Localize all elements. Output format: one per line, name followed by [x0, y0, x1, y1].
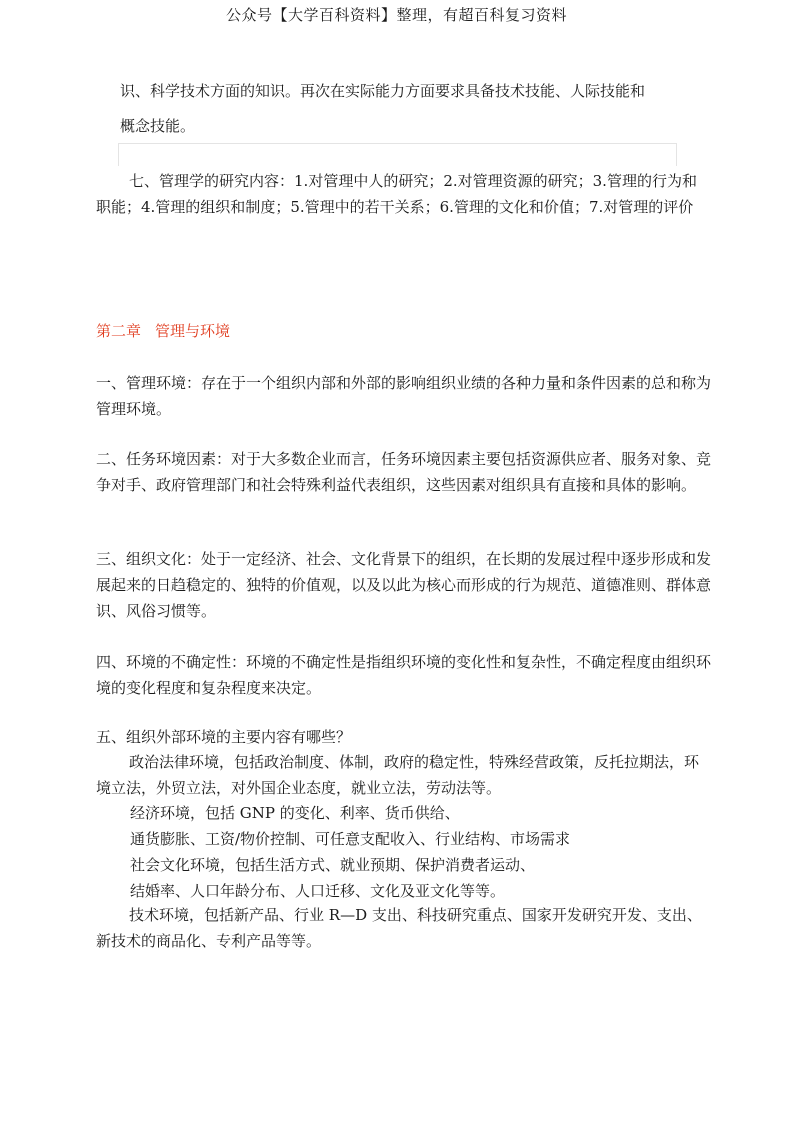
economic-environment-line-1: 经济环境，包括 GNP 的变化、利率、货币供给、 — [130, 804, 460, 822]
social-environment-line-1: 社会文化环境，包括生活方式、就业预期、保护消费者运动、 — [130, 856, 536, 874]
item-5-question: 五、组织外部环境的主要内容有哪些？ — [96, 728, 352, 746]
political-legal-environment: 政治法律环境，包括政治制度、体制，政府的稳定性，特殊经营政策，反托拉期法，环境立法，外贸立法，对外国企业态度，就业立法，劳动法等。 — [96, 753, 700, 797]
definition-environment-uncertainty: 四、环境的不确定性：环境的不确定性是指组织环境的变化性和复杂性，不确定程度由组织环境的变化程度和复杂程度来决定。 — [96, 653, 712, 697]
economic-environment-line-2: 通货膨胀、工资/物价控制、可任意支配收入、行业结构、市场需求 — [130, 830, 571, 848]
definition-task-environment: 二、任务环境因素：对于大多数企业而言，任务环境因素主要包括资源供应者、服务对象、竞争对手、政府管理部门和社会特殊利益代表组织，这些因素对组织具有直接和具体的影响。 — [96, 450, 712, 494]
intro-line-1: 识、科学技术方面的知识。再次在实际能力方面要求具备技术技能、人际技能和 — [120, 82, 646, 100]
page-header: 公众号【大学百科资料】整理，有超百科复习资料 — [225, 6, 567, 24]
social-environment-line-2: 结婚率、人口年龄分布、人口迁移、文化及亚文化等等。 — [130, 882, 506, 900]
item-7-research-content: 七、管理学的研究内容：1.对管理中人的研究；2.对管理资源的研究；3.管理的行为和职能；4.管理的组织和制度；5.管理中的若干关系；6.管理的文化和价值；7.对管理的评价 — [96, 172, 697, 216]
technology-environment: 技术环境，包括新产品、行业 R—D 支出、科技研究重点、国家开发研究开发、支出、新技术的商品化、专利产品等等。 — [96, 906, 702, 950]
chapter-title: 管理与环境 — [155, 322, 231, 340]
definition-management-environment: 一、管理环境：存在于一个组织内部和外部的影响组织业绩的各种力量和条件因素的总和称为管理环境。 — [96, 374, 712, 418]
table-border-fragment — [118, 143, 677, 166]
chapter-heading — [96, 320, 244, 341]
chapter-number: 第二章 — [96, 322, 142, 340]
intro-line-2: 概念技能。 — [120, 117, 196, 135]
definition-organizational-culture: 三、组织文化：处于一定经济、社会、文化背景下的组织，在长期的发展过程中逐步形成和发展起来的日趋稳定的、独特的价值观，以及以此为核心而形成的行为规范、道德准则、群体意识、风俗习惯等。 — [96, 550, 712, 620]
